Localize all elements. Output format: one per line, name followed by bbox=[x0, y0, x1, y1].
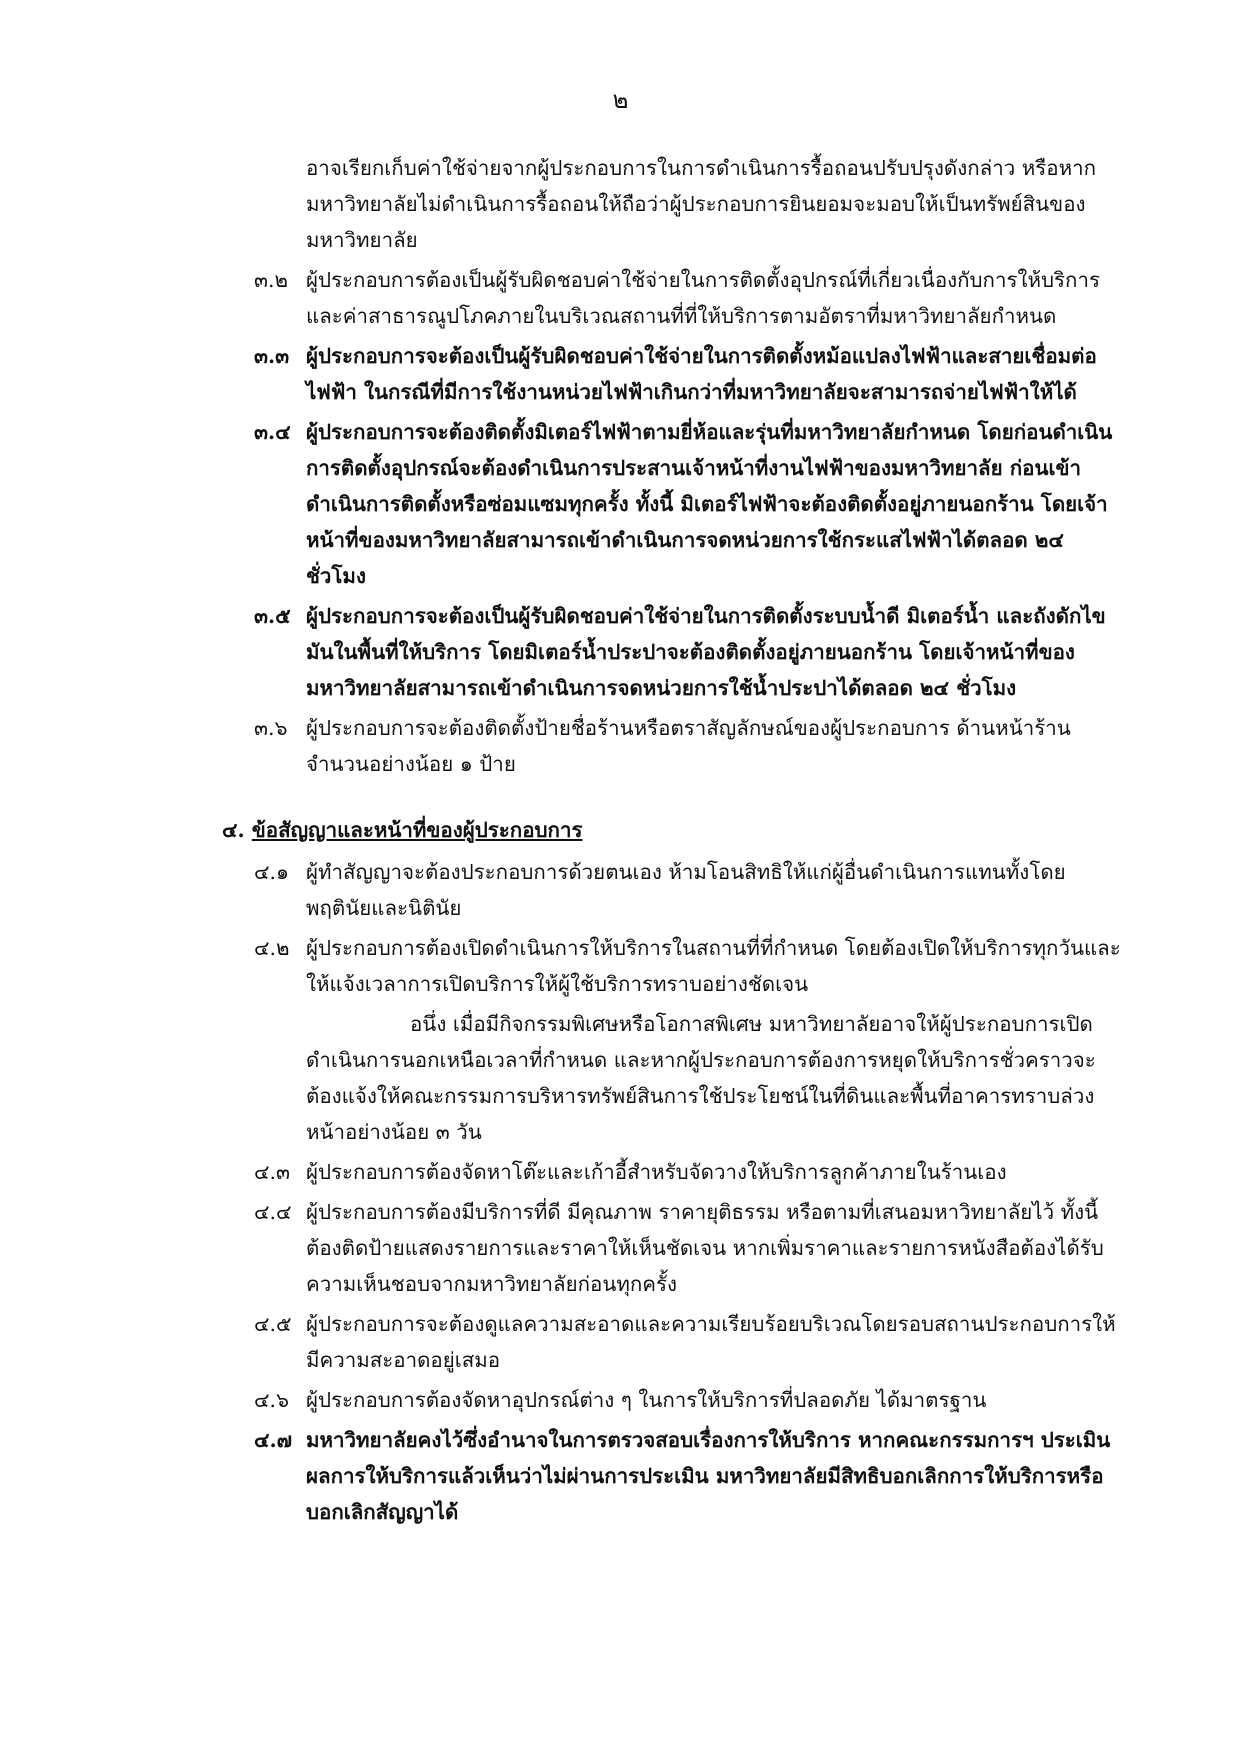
clause-number: ๓.๓ bbox=[254, 344, 290, 368]
clause-number: ๔.๒ bbox=[254, 936, 290, 960]
clause-4-2-note: อนึ่ง เมื่อมีกิจกรรมพิเศษหรือโอกาสพิเศษ มหาวิทยาลัยอาจให้ผู้ประกอบการเปิดดำเนินการนอกเหนือเวลาที่กำหนด และหากผู้ประกอบการต้องการหยุดให้บริการชั่วคราวจะต้องแจ้งให้คณะกรรมการบริหารทรัพย์สินการใช้ประโยชน์ในที่ดินและพื้นที่อาคารทราบล่วงหน้าอย่างน้อย ๓ วัน bbox=[306, 1012, 1096, 1144]
clause-number: ๓.๕ bbox=[254, 604, 291, 628]
section-number: ๔. bbox=[222, 818, 245, 842]
section-title: ข้อสัญญาและหน้าที่ของผู้ประกอบการ bbox=[251, 818, 583, 842]
clause-number: ๔.๔ bbox=[254, 1200, 292, 1224]
page-number: ๒ bbox=[612, 86, 629, 114]
clause-text: ผู้ประกอบการต้องมีบริการที่ดี มีคุณภาพ ราคายุติธรรม หรือตามที่เสนอมหาวิทยาลัยไว้ ทั้งนี้ต้องติดป้ายแสดงรายการและราคาให้เห็นชัดเจน หากเพิ่มราคาและรายการหนังสือต้องได้รับความเห็นชอบจากมหาวิทยาลัยก่อนทุกครั้ง bbox=[306, 1200, 1104, 1296]
clause-text: ผู้ประกอบการต้องเปิดดำเนินการให้บริการในสถานที่ที่กำหนด โดยต้องเปิดให้บริการทุกวันและให้แจ้งเวลาการเปิดบริการให้ผู้ใช้บริการทราบอย่างชัดเจน bbox=[306, 936, 1121, 996]
clause-text: ผู้ประกอบการต้องจัดหาโต๊ะและเก้าอี้สำหรับจัดวางให้บริการลูกค้าภายในร้านเอง bbox=[306, 1160, 1007, 1184]
clause-number: ๔.๗ bbox=[254, 1428, 293, 1452]
clause-4-6 bbox=[254, 1382, 1124, 1418]
clause-text: ผู้ประกอบการจะต้องเป็นผู้รับผิดชอบค่าใช้จ่ายในการติดตั้งหม้อแปลงไฟฟ้าและสายเชื่อมต่อไฟฟ้า ในกรณีที่มีการใช้งานหน่วยไฟฟ้าเกินกว่าที่มหาวิทยาลัยจะสามารถจ่ายไฟฟ้าให้ได้ bbox=[306, 344, 1097, 404]
clause-text: ผู้ทำสัญญาจะต้องประกอบการด้วยตนเอง ห้ามโอนสิทธิให้แก่ผู้อื่นดำเนินการแทนทั้งโดยพฤตินัยและนิตินัย bbox=[306, 860, 1066, 920]
clause-number: ๔.๖ bbox=[254, 1388, 290, 1412]
intro-paragraph: อาจเรียกเก็บค่าใช้จ่ายจากผู้ประกอบการในการดำเนินการรื้อถอนปรับปรุงดังกล่าว หรือหากมหาวิทยาลัยไม่ดำเนินการรื้อถอนให้ถือว่าผู้ประกอบการยินยอมจะมอบให้เป็นทรัพย์สินของมหาวิทยาลัย bbox=[306, 156, 1097, 252]
clause-4-4 bbox=[254, 1194, 1124, 1302]
clause-text: ผู้ประกอบการจะต้องติดตั้งป้ายชื่อร้านหรือตราสัญลักษณ์ของผู้ประกอบการ ด้านหน้าร้าน จำนวนอย่างน้อย ๑ ป้าย bbox=[306, 716, 1071, 776]
clause-3-3 bbox=[254, 338, 1124, 410]
clause-3-6 bbox=[254, 710, 1124, 782]
clause-4-2 bbox=[254, 930, 1124, 1002]
clause-text: ผู้ประกอบการต้องเป็นผู้รับผิดชอบค่าใช้จ่ายในการติดตั้งอุปกรณ์ที่เกี่ยวเนื่องกับการให้บริการ และค่าสาธารณูปโภคภายในบริเวณสถานที่ที่ให้บริการตามอัตราที่มหาวิทยาลัยกำหนด bbox=[306, 268, 1100, 328]
clause-3-5 bbox=[254, 598, 1124, 706]
clause-number: ๓.๒ bbox=[254, 268, 289, 292]
clause-number: ๓.๖ bbox=[254, 716, 288, 740]
clause-3-2 bbox=[254, 262, 1124, 334]
clause-4-3 bbox=[254, 1154, 1124, 1190]
clause-number: ๓.๔ bbox=[254, 420, 291, 444]
section-heading bbox=[222, 812, 1124, 848]
document-body bbox=[222, 150, 1124, 1534]
clause-number: ๔.๕ bbox=[254, 1312, 292, 1336]
clause-4-7 bbox=[254, 1422, 1124, 1530]
clause-text: ผู้ประกอบการต้องจัดหาอุปกรณ์ต่าง ๆ ในการให้บริการที่ปลอดภัย ได้มาตรฐาน bbox=[306, 1388, 987, 1412]
clause-4-1 bbox=[254, 854, 1124, 926]
clause-text: ผู้ประกอบการจะต้องเป็นผู้รับผิดชอบค่าใช้จ่ายในการติดตั้งระบบน้ำดี มิเตอร์น้ำ และถังดักไขมันในพื้นที่ให้บริการ โดยมิเตอร์น้ำประปาจะต้องติดตั้งอยู่ภายนอกร้าน โดยเจ้าหน้าที่ของมหาวิทยาลัยสามารถเข้าดำเนินการจดหน่วยการใช้น้ำประปาได้ตลอด ๒๔ ชั่วโมง bbox=[306, 604, 1106, 700]
clause-text: ผู้ประกอบการจะต้องติดตั้งมิเตอร์ไฟฟ้าตามยี่ห้อและรุ่นที่มหาวิทยาลัยกำหนด โดยก่อนดำเนินการติดตั้งอุปกรณ์จะต้องดำเนินการประสานเจ้าหน้าที่งานไฟฟ้าของมหาวิทยาลัย ก่อนเข้าดำเนินการติดตั้งหรือซ่อมแซมทุกครั้ง ทั้งนี้ มิเตอร์ไฟฟ้าจะต้องติดตั้งอยู่ภายนอกร้าน โดยเจ้าหน้าที่ของมหาวิทยาลัยสามารถเข้าดำเนินการจดหน่วยการใช้กระแสไฟฟ้าได้ตลอด ๒๔ ชั่วโมง bbox=[306, 420, 1113, 588]
clause-number: ๔.๑ bbox=[254, 860, 290, 884]
clause-number: ๔.๓ bbox=[254, 1160, 291, 1184]
clause-4-5 bbox=[254, 1306, 1124, 1378]
clause-3-4 bbox=[254, 414, 1124, 594]
clause-text: ผู้ประกอบการจะต้องดูแลความสะอาดและความเรียบร้อยบริเวณโดยรอบสถานประกอบการให้มีความสะอาดอยู่เสมอ bbox=[306, 1312, 1116, 1372]
clause-text: มหาวิทยาลัยคงไว้ซึ่งอำนาจในการตรวจสอบเรื่องการให้บริการ หากคณะกรรมการฯ ประเมินผลการให้บริการแล้วเห็นว่าไม่ผ่านการประเมิน มหาวิทยาลัยมีสิทธิบอกเลิกการให้บริการหรือบอกเลิกสัญญาได้ bbox=[306, 1428, 1111, 1524]
